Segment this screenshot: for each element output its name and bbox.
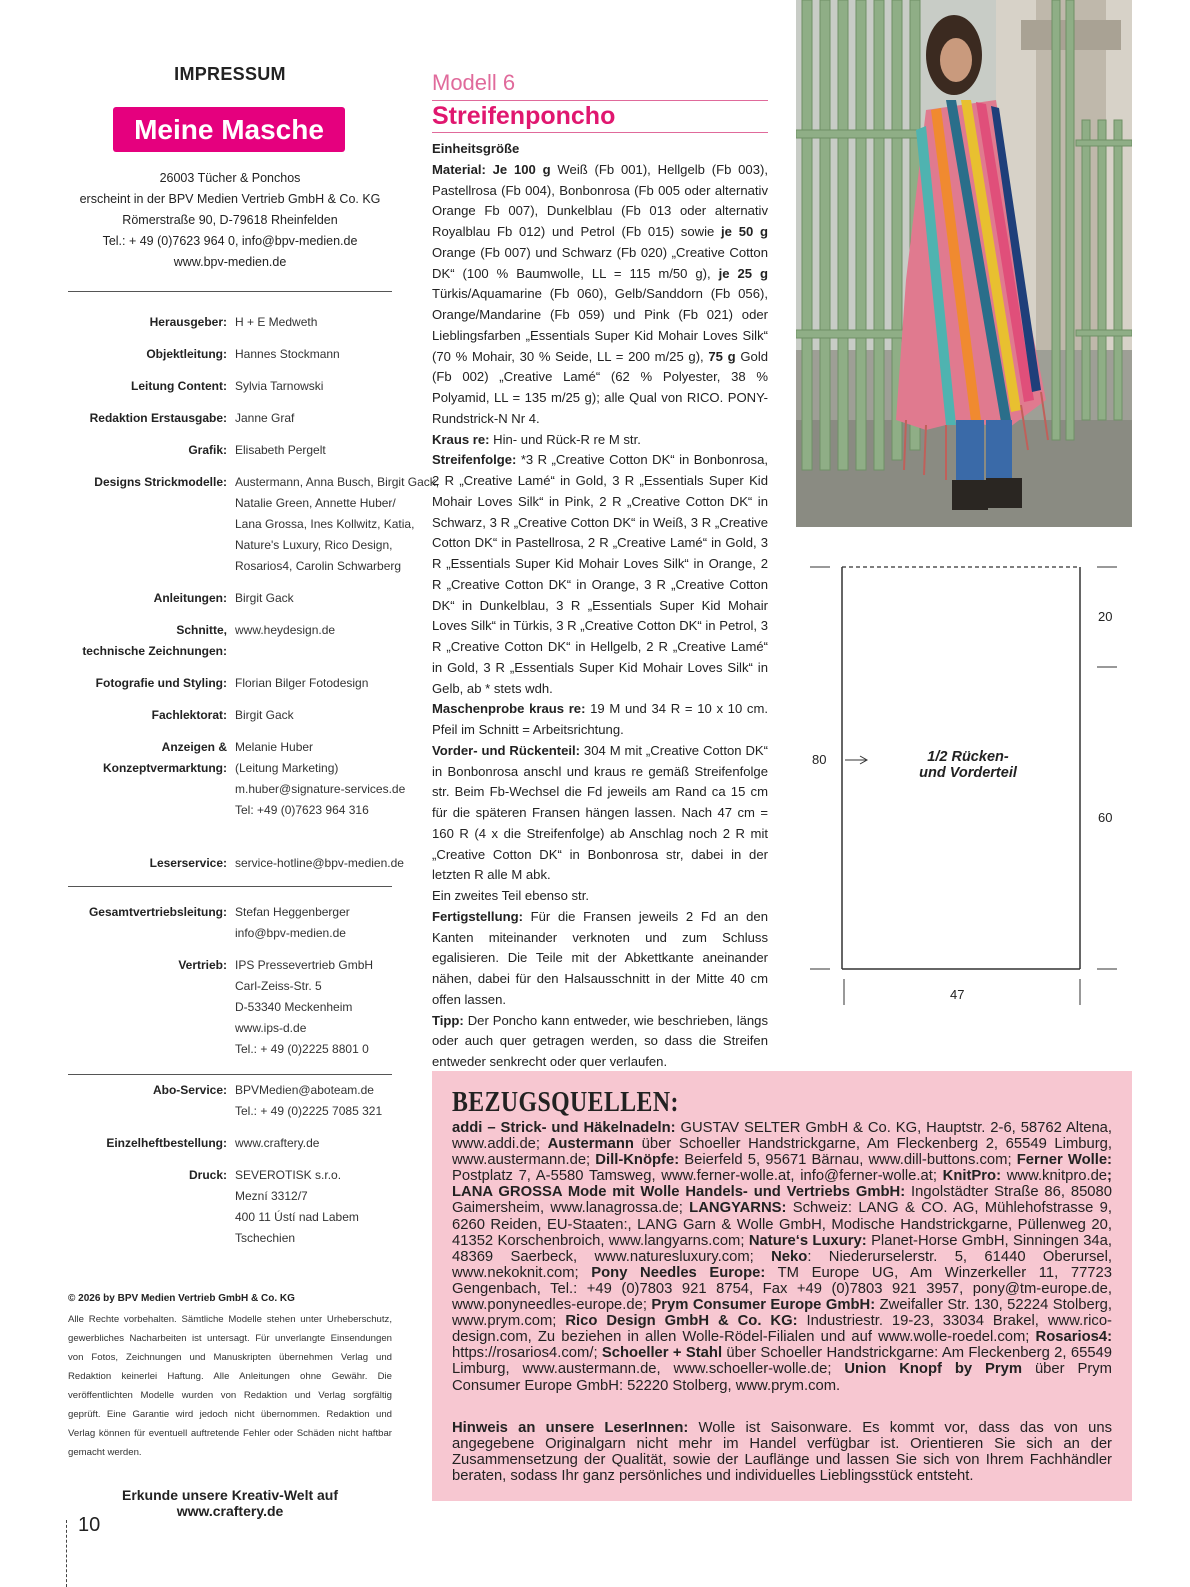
- instruction-text: Orange (Fb 007) und Schwarz (Fb 020) „Creative Cotton DK“ (100 % Baumwolle, LL = 115 m/50 g),: [432, 244, 768, 281]
- supplier-details: : Niederurselerstr. 5, 61440 Oberursel, www.nekoknit.com;: [452, 1248, 1113, 1281]
- credit-entry: [68, 472, 440, 577]
- credit-entry: [68, 376, 392, 397]
- credit-value-line: Florian Bilger Fotodesign: [235, 676, 369, 690]
- credit-label-line: Vertrieb:: [178, 958, 227, 972]
- credit-value: [235, 853, 404, 874]
- credit-label: [150, 853, 227, 874]
- instruction-term: je 50 g: [721, 224, 768, 239]
- credit-value: [235, 705, 294, 726]
- supplier-details: Schweiz: LANG & CO. AG, Mühlehofstrasse 9, 6260 Reiden, EU-Staaten:, LANG Garn & Wolle GmbH, Modische Handstrickgarne, Püllenweg 20, 41352 Korschenbroich, www.langyarns.com;: [452, 1200, 1112, 1249]
- credit-value-line: Tel: +49 (0)7623 964 316: [235, 803, 369, 817]
- credit-entry: [68, 705, 392, 726]
- credit-label: [153, 1080, 227, 1101]
- schematic-drawing: [800, 555, 1130, 1015]
- instruction-paragraph: [432, 741, 768, 886]
- dimension-bottom: 60: [1098, 810, 1113, 825]
- credit-entry: [68, 1165, 392, 1249]
- credit-value: [235, 1080, 382, 1122]
- instruction-term: Fertigstellung:: [432, 908, 523, 924]
- credit-label-line: Gesamtvertriebsleitung:: [88, 905, 227, 919]
- instruction-text: Der Poncho kann entweder, wie beschrieben, längs oder auch quer getragen werden, so dass die Streifen entweder senkrecht oder quer verlaufen.: [432, 1012, 768, 1069]
- publisher-info: [68, 168, 392, 273]
- credit-value: [235, 472, 439, 577]
- instruction-term: Maschenprobe kraus re:: [432, 701, 586, 717]
- credit-value-line: 400 11 Ústí nad Labem: [235, 1210, 359, 1224]
- impressum-heading: IMPRESSUM: [174, 64, 286, 84]
- supplier-details: https://rosarios4.com/;: [452, 1345, 602, 1362]
- credit-value-line: Hannes Stockmann: [235, 347, 340, 361]
- credit-entry: [68, 673, 392, 694]
- credit-value: [235, 955, 373, 1060]
- instruction-paragraph: [432, 450, 768, 699]
- brand-logo: Meine Masche: [113, 107, 345, 152]
- supplier-details: www.knitpro.de: [1001, 1168, 1108, 1185]
- credit-value: [235, 312, 317, 333]
- reader-notice-text: Wolle ist Saisonware. Es kommt vor, dass das von uns angegebene Originalgarn nicht mehr im Handel verfügbar ist. Orientieren Sie sich an der Zusammensetzung der Qualität, sowie der Lauflänge und lassen Sie sich von Ihrem Fachhändler beraten, sodass Ihr ganz persönliches und individuelles Lieblingsstück entsteht.: [452, 1420, 1112, 1485]
- credit-label-line: Redaktion Erstausgabe:: [89, 411, 227, 425]
- credit-value-line: Melanie Huber: [235, 740, 314, 754]
- instruction-paragraph: [432, 699, 768, 741]
- divider: [68, 291, 392, 292]
- credit-value-line: Nature's Luxury, Rico Design,: [235, 538, 393, 552]
- credit-entry: [68, 853, 404, 874]
- credit-label-line: technische Zeichnungen:: [82, 644, 227, 658]
- credit-value-line: Birgit Gack: [235, 708, 294, 722]
- credit-entry: [68, 312, 392, 333]
- credit-value: [235, 737, 405, 821]
- supplier-details: Ingolstädter Straße 86, 85080 Gaimersheim, www.lanagrossa.de;: [452, 1184, 1112, 1217]
- supplier-details: Planet-Horse GmbH, Sinningen 34a, 48369 Saerbeck, www.naturesluxury.com;: [452, 1232, 1112, 1265]
- credit-label-line: Fotografie und Styling:: [95, 676, 227, 690]
- supplier-name: Rosarios4:: [1035, 1329, 1112, 1346]
- credit-value: [235, 440, 326, 461]
- knitting-instructions: [432, 139, 768, 1073]
- instruction-term: Streifenfolge:: [432, 452, 517, 468]
- dimension-total-height: 80: [812, 752, 827, 767]
- credit-value: [235, 620, 335, 641]
- credit-value-line: BPVMedien@aboteam.de: [235, 1083, 374, 1097]
- credit-value: [235, 1165, 359, 1249]
- instruction-term: je 25 g: [718, 265, 768, 281]
- pub-line: 26003 Tücher & Ponchos: [159, 171, 301, 185]
- instruction-text: *3 R „Creative Cotton DK“ in Bonbonrosa, 2 R „Creative Lamé“ in Gold, 3 R „Essentials Super Kid Mohair Loves Silk“ in Pink, 2 R „Creative Cotton DK“ in Schwarz, 3 R „Creative Cotton DK“ in Weiß, 3 R „Creative Cotton DK“ in Pastellrosa, 2 R „Creative Lamé“ in Gold, 3 R „Essentials Super Kid Mohair Loves Silk“ in Orange, 2 R „Creative Cotton DK“ in Orange, 3 R „Creative Cotton DK“ in Dunkelblau, 3 R „Essentials Super Kid Mohair Loves Silk“ in Türkis, 3 R „Creative Cotton DK“ in Petrol, 3 R „Creative Cotton DK“ in Hellgelb, 2 R „Creative Lamé“ in Gold, 3 R „Essentials Super Kid Mohair Loves Silk“ in Gelb, ab * stets wdh.: [432, 452, 768, 696]
- credit-value-line: Elisabeth Pergelt: [235, 443, 326, 457]
- credit-value-line: Tschechien: [235, 1231, 296, 1245]
- supplier-details: Postplatz 7, A-5580 Tamsweg, www.ferner-wolle.at, info@ferner-wolle.at;: [452, 1168, 943, 1185]
- credit-label-line: Leitung Content:: [131, 379, 227, 393]
- legal-notice: Alle Rechte vorbehalten. Sämtliche Modelle stehen unter Urheberschutz, gewerbliches Nacharbeiten ist untersagt. Für unverlangte Einsendungen von Fotos, Zeichnungen und Manuskripten übernehmen Verlag und Redaktion keinerlei Haftung. Alle Anleitungen ohne Gewähr. Die veröffentlichten Modelle wurden von Redaktion und Verlag sorgfältig geprüft. Eine Garantie wird jedoch nicht übernommen. Redaktion und Verlag können für eventuell auftretende Fehler oder Schäden nicht haftbar gemacht werden.: [68, 1314, 392, 1458]
- supplier-details: GUSTAV SELTER GmbH & Co. KG, Hauptstr. 2-6, 58762 Altena, www.addi.de;: [452, 1120, 1113, 1153]
- supplier-name: Pony Needles Europe:: [591, 1264, 766, 1281]
- supplier-details: Industriestr. 19-23, 33034 Brakel, www.rico-design.com, Zu beziehen in allen Wolle-Rödel-Filialen und auf www.wolle-roedel.com;: [452, 1313, 1112, 1346]
- credit-value-line: (Leitung Marketing): [235, 761, 339, 775]
- credit-label: [189, 1165, 227, 1186]
- model-photo: [796, 0, 1132, 527]
- credit-label-line: Anleitungen:: [153, 591, 227, 605]
- credit-value-line: Austermann, Anna Busch, Birgit Gack,: [235, 475, 440, 489]
- divider: [68, 886, 392, 887]
- credit-value-line: D-53340 Meckenheim: [235, 1000, 353, 1014]
- instruction-term: 75 g: [708, 348, 736, 364]
- credit-entry: [68, 1080, 392, 1122]
- credit-label: [178, 955, 227, 976]
- model-title: Streifenponcho: [432, 102, 616, 130]
- credit-label: [106, 1133, 227, 1154]
- credit-label-line: Schnitte,: [176, 623, 227, 637]
- credit-label-line: Fachlektorat:: [151, 708, 227, 722]
- supplier-details: Zweifaller Str. 130, 52224 Stolberg, www.prym.com;: [452, 1297, 1112, 1330]
- instruction-text: Weiß (Fb 001), Hellgelb (Fb 003), Pastellrosa (Fb 004), Bonbonrosa (Fb 005 oder alternativ Orange Fb 007), Dunkelblau (Fb 013 oder alternativ Royalblau Fb 012) und Petrol (Fb 015) sowie: [432, 161, 768, 239]
- craftery-promo: Erkunde unsere Kreativ-Welt auf www.craftery.de: [121, 1487, 339, 1519]
- credit-value-line: Natalie Green, Annette Huber/: [235, 496, 396, 510]
- credit-label-line: Druck:: [188, 1168, 227, 1182]
- supplier-name: Nature‘s Luxury:: [748, 1232, 867, 1249]
- instruction-text: 19 M und 34 R = 10 x 10 cm. Pfeil im Schnitt = Arbeitsrichtung.: [432, 701, 769, 737]
- credit-label: [154, 588, 227, 609]
- credit-label-line: Grafik:: [188, 443, 227, 457]
- credit-value-line: www.ips-d.de: [235, 1021, 307, 1035]
- credit-value: [235, 344, 340, 365]
- supplier-name: Dill-Knöpfe:: [595, 1152, 680, 1169]
- credit-label-line: Konzeptvermarktung:: [102, 761, 227, 775]
- credit-entry: [68, 737, 406, 842]
- model-number: Modell 6: [432, 70, 516, 95]
- credit-value-line: service-hotline@bpv-medien.de: [235, 856, 404, 870]
- credit-label: [146, 344, 227, 365]
- credit-label: [103, 737, 227, 779]
- credit-value-line: Lana Grossa, Ines Kollwitz, Katia,: [235, 517, 415, 531]
- instruction-paragraph: [432, 160, 768, 430]
- credit-value-line: Birgit Gack: [235, 591, 294, 605]
- pub-line: Römerstraße 90, D-79618 Rheinfelden: [122, 213, 338, 227]
- credit-value-line: Janne Graf: [235, 411, 295, 425]
- reader-notice-label: Hinweis an unsere LeserInnen:: [452, 1420, 689, 1436]
- credit-value-line: H + E Medweth: [235, 315, 318, 329]
- sources-list: [452, 1120, 1112, 1394]
- credit-value-line: www.heydesign.de: [235, 623, 336, 637]
- credit-value-line: m.huber@signature-services.de: [235, 782, 406, 796]
- divider: [432, 100, 768, 101]
- credit-value: [235, 408, 294, 429]
- reader-notice: [452, 1420, 1112, 1484]
- credit-label-line: Designs Strickmodelle:: [94, 475, 227, 489]
- pub-line: www.bpv-medien.de: [173, 255, 287, 269]
- page-number: 10: [78, 1514, 101, 1536]
- supplier-name: Rico Design GmbH & Co. KG:: [565, 1313, 798, 1330]
- credit-label: [82, 620, 227, 662]
- credit-value-line: info@bpv-medien.de: [235, 926, 346, 940]
- credit-label: [188, 440, 227, 461]
- credit-value-line: SEVEROTISK s.r.o.: [235, 1168, 342, 1182]
- credit-entry: [68, 620, 392, 662]
- credit-value-line: www.craftery.de: [235, 1136, 320, 1150]
- supplier-name: Union Knopf by Prym: [844, 1361, 1023, 1378]
- schematic-label-line: 1/2 Rücken-: [927, 749, 1009, 765]
- credit-entry: [68, 440, 392, 461]
- supplier-details: über Prym Consumer Europe GmbH: 52220 Stolberg, www.prym.com.: [452, 1361, 1112, 1394]
- instruction-paragraph: [432, 139, 768, 160]
- supplier-name: LANGYARNS:: [689, 1200, 787, 1217]
- supplier-details: Beierfeld 5, 95671 Bärnau, www.dill-buttons.com;: [679, 1152, 1017, 1169]
- credit-label: [90, 408, 227, 429]
- instruction-text: Gold (Fb 002) „Creative Lamé“ (62 % Polyester, 38 % Polyamid, LL = 135 m/25 g); alle Qual von RICO. PONY-Rundstrick-N Nr 4.: [432, 348, 769, 426]
- pub-line: erscheint in der BPV Medien Vertrieb GmbH & Co. KG: [79, 192, 381, 206]
- credit-label: [150, 312, 227, 333]
- credit-value: [235, 673, 368, 694]
- supplier-name: KnitPro:: [942, 1168, 1001, 1185]
- supplier-name: Neko: [771, 1248, 808, 1265]
- credit-value-line: Carl-Zeiss-Str. 5: [235, 979, 322, 993]
- credit-value-line: IPS Pressevertrieb GmbH: [235, 958, 374, 972]
- credit-value: [235, 902, 350, 944]
- credit-entry: [68, 344, 392, 365]
- credit-label-line: Abo-Service:: [152, 1083, 227, 1097]
- dimension-width: 47: [950, 987, 965, 1002]
- supplier-details: über Schoeller Handstrickgarne, Am Fleckenberg 2, 65549 Limburg, www.austermann.de;: [452, 1136, 1112, 1169]
- supplier-name: Schoeller + Stahl: [601, 1345, 723, 1362]
- supplier-name: Austermann: [547, 1136, 634, 1153]
- supplier-name: Prym Consumer Europe GmbH:: [651, 1297, 876, 1314]
- supplier-details: über Schoeller Handstrickgarne: Am Fleckenberg 2, 65549 Limburg, www.austermann.de, www.schoeller-wolle.de;: [452, 1345, 1113, 1378]
- instruction-paragraph: [432, 1011, 768, 1073]
- credit-value-line: Tel.: + 49 (0)2225 8801 0: [235, 1042, 369, 1056]
- instruction-text: Für die Fransen jeweils 2 Fd an den Kanten miteinander verknoten und zum Schluss egalisieren. Die Teile mit der Abkettkante aneinander nähen, dabei für den Halsausschnitt in der Mitte 40 cm offen lassen.: [432, 908, 768, 1007]
- credit-entry: [68, 955, 392, 1060]
- credit-label-line: Einzelheftbestellung:: [106, 1136, 227, 1150]
- instruction-term: Kraus re:: [432, 431, 490, 447]
- credit-value-line: Rosarios4, Carolin Schwarberg: [235, 559, 402, 573]
- instruction-text: Ein zweites Teil ebenso str.: [432, 888, 589, 903]
- divider: [432, 132, 768, 133]
- dimension-top: 20: [1098, 609, 1113, 624]
- credit-value: [235, 1133, 319, 1154]
- instruction-term: Einheitsgröße: [432, 141, 520, 156]
- schematic-label: [888, 749, 1048, 781]
- credit-value-line: Tel.: + 49 (0)2225 7085 321: [235, 1104, 383, 1118]
- credit-value-line: Stefan Heggenberger: [235, 905, 350, 919]
- sources-title: BEZUGSQUELLEN:: [452, 1087, 679, 1118]
- credit-label-line: Herausgeber:: [149, 315, 227, 329]
- instruction-text: 304 M mit „Creative Cotton DK“ in Bonbonrosa anschl und kraus re gemäß Streifenfolge str. Beim Fb-Wechsel die Fd jeweils am Rand ca 15 cm für die späteren Fransen hängen lassen. Nach 47 cm = 160 R (4 x die Streifenfolge) ab Anschlag noch 2 R mit „Creative Cotton DK“ in Bonbonrosa str, dabei in der letzten R alle M abk.: [432, 742, 768, 883]
- instruction-text: Hin- und Rück-R re M str.: [489, 431, 641, 447]
- instruction-paragraph: [432, 886, 768, 907]
- credit-entry: [68, 1133, 392, 1154]
- instruction-text: Türkis/Aquamarine (Fb 060), Gelb/Sanddorn (Fb 056), Orange/Mandarine (Fb 059) und Pink (Fb 021) oder Lieblingsfarben „Essentials Super Kid Mohair Loves Silk“ (70 % Mohair, 30 % Seide, LL = 200 m/25 g),: [432, 286, 768, 364]
- instruction-paragraph: [432, 430, 768, 451]
- pub-line: Tel.: + 49 (0)7623 964 0, info@bpv-medien.de: [102, 234, 358, 248]
- schematic-label-line: und Vorderteil: [919, 765, 1017, 781]
- divider: [68, 1074, 392, 1075]
- credit-entry: [68, 902, 392, 944]
- page-marker-line: [66, 1520, 68, 1587]
- credit-entry: [68, 588, 392, 609]
- supplier-name: Ferner Wolle:: [1016, 1152, 1112, 1169]
- supplier-details: TM Europe UG, Am Winzerkeller 11, 77723 Gengenbach, Tel.: +49 (0)7803 921 8754, Fax +49 (0)7803 921 3957, pony@tm-europe.de, www.ponyneedles-europe.de;: [452, 1264, 1112, 1314]
- copyright: © 2026 by BPV Medien Vertrieb GmbH & Co. KG: [68, 1293, 295, 1304]
- credit-label: [152, 705, 227, 726]
- supplier-name: addi – Strick- und Häkelnadeln:: [452, 1120, 676, 1136]
- credit-label: [96, 673, 227, 694]
- credit-value-line: Mezní 3312/7: [235, 1189, 308, 1203]
- credit-label-line: Anzeigen &: [161, 740, 227, 754]
- credit-value-line: Sylvia Tarnowski: [235, 379, 324, 393]
- supplier-name: ; LANA GROSSA Mode mit Wolle Handels- und Vertriebs GmbH:: [452, 1168, 1112, 1201]
- instruction-term: Tipp:: [432, 1012, 464, 1028]
- credit-label-line: Objektleitung:: [146, 347, 227, 361]
- credit-label-line: Leserservice:: [149, 856, 227, 870]
- credit-entry: [68, 408, 392, 429]
- credit-label: [89, 902, 227, 923]
- instruction-term: Vorder- und Rückenteil:: [432, 742, 581, 758]
- instruction-paragraph: [432, 907, 768, 1011]
- credit-label: [131, 376, 227, 397]
- credit-value: [235, 588, 294, 609]
- credit-label: [94, 472, 227, 493]
- credit-value: [235, 376, 323, 397]
- instruction-term: Material: Je 100 g: [432, 161, 551, 177]
